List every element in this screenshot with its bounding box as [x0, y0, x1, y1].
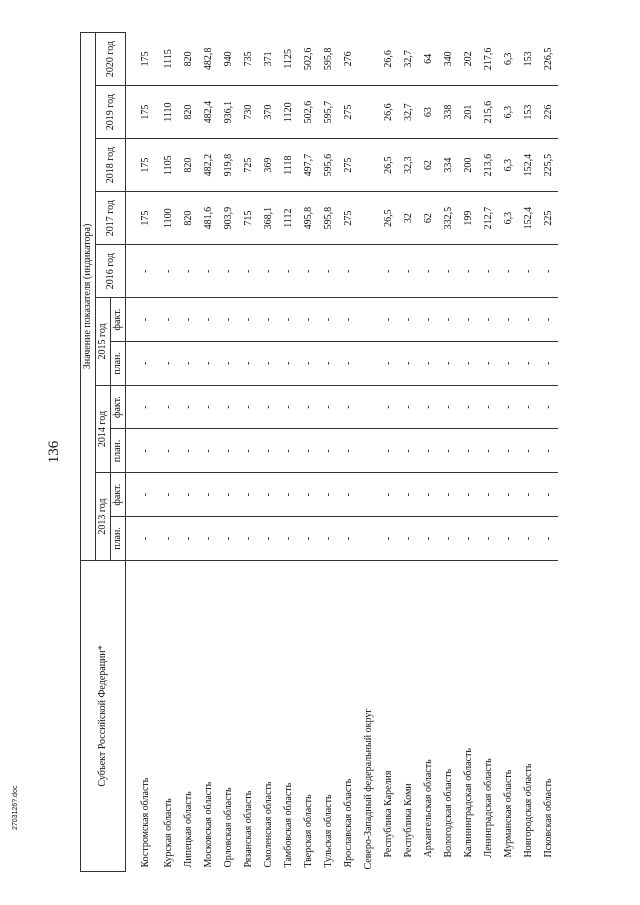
value-cell-y2017: 225 [538, 192, 558, 245]
value-cell-y2017: 199 [458, 192, 478, 245]
value-cell-y2017: 1112 [278, 192, 298, 245]
value-cell-plan15: - [418, 341, 438, 385]
value-cell-plan15: - [478, 341, 498, 385]
value-cell-plan14: - [278, 429, 298, 473]
value-cell-plan15: - [258, 341, 278, 385]
value-cell-y2017: 212,7 [478, 192, 498, 245]
indicator-table [80, 32, 558, 872]
value-cell-y2020: 64 [418, 33, 438, 86]
value-cell-y2019: 370 [258, 86, 278, 139]
value-cell-y2019: 175 [126, 86, 159, 139]
value-cell-fact14: - [218, 385, 238, 429]
value-cell-y2019: 820 [178, 86, 198, 139]
value-cell-y2018: 725 [238, 139, 258, 192]
value-cell-y2017: 175 [126, 192, 159, 245]
value-cell-plan14: - [418, 429, 438, 473]
fact-2014-header: факт. [111, 385, 126, 429]
value-cell-plan14: - [518, 429, 538, 473]
value-cell-y2016: - [278, 245, 298, 298]
footer-filename: 2703126?.doc [12, 785, 19, 830]
subject-header: Субъект Российской Федерации* [81, 560, 126, 871]
value-cell-y2018: 200 [458, 139, 478, 192]
table-row [418, 33, 438, 872]
fact-2013-header: факт. [111, 473, 126, 517]
value-cell-plan15: - [398, 341, 418, 385]
value-cell-y2019: 63 [418, 86, 438, 139]
table-row [498, 33, 518, 872]
page-number: 136 [46, 440, 62, 464]
value-cell-y2017: 481,6 [198, 192, 218, 245]
plan-2014-header: план. [111, 429, 126, 473]
value-cell-fact13: - [218, 473, 238, 517]
value-cell-y2016: - [418, 245, 438, 298]
value-cell-y2019: 936,1 [218, 86, 238, 139]
value-cell-y2018: 1105 [158, 139, 178, 192]
value-cell-plan13: - [498, 517, 518, 561]
value-cell-y2018: 497,7 [298, 139, 318, 192]
year-2019-header: 2019 год [96, 86, 126, 139]
empty-cell [358, 139, 378, 192]
value-cell-fact15: - [198, 298, 218, 342]
value-cell-y2020: 820 [178, 33, 198, 86]
value-cell-plan13: - [318, 517, 338, 561]
value-cell-fact14: - [458, 385, 478, 429]
year-2013-header: 2013 год [96, 473, 111, 561]
value-cell-y2020: 482,8 [198, 33, 218, 86]
value-cell-y2020: 276 [338, 33, 358, 86]
value-cell-y2019: 201 [458, 86, 478, 139]
value-cell-plan13: - [278, 517, 298, 561]
value-cell-plan13: - [238, 517, 258, 561]
value-cell-fact13: - [238, 473, 258, 517]
region-name: Рязанская область [242, 790, 254, 868]
value-cell-y2019: 226 [538, 86, 558, 139]
value-cell-fact13: - [518, 473, 538, 517]
value-cell-plan14: - [218, 429, 238, 473]
value-cell-plan13: - [378, 517, 398, 561]
value-cell-plan15: - [238, 341, 258, 385]
value-cell-fact15: - [126, 298, 159, 342]
value-cell-fact15: - [278, 298, 298, 342]
table-row [438, 33, 458, 872]
value-cell-y2017: 368,1 [258, 192, 278, 245]
value-cell-y2020: 202 [458, 33, 478, 86]
value-cell-plan13: - [418, 517, 438, 561]
table-row [158, 33, 178, 872]
value-cell-fact13: - [298, 473, 318, 517]
empty-cell [358, 473, 378, 517]
value-cell-y2018: 1118 [278, 139, 298, 192]
value-cell-plan13: - [438, 517, 458, 561]
value-cell-y2018: 32,3 [398, 139, 418, 192]
empty-cell [358, 245, 378, 298]
value-cell-fact13: - [458, 473, 478, 517]
section-title: Северо-Западный федеральный округ [362, 708, 374, 870]
value-cell-y2016: - [518, 245, 538, 298]
value-cell-fact15: - [318, 298, 338, 342]
value-cell-y2017: 275 [338, 192, 358, 245]
value-cell-y2018: 26,5 [378, 139, 398, 192]
value-cell-fact15: - [538, 298, 558, 342]
table-row [218, 33, 238, 872]
region-name: Костромская область [139, 777, 151, 868]
value-cell-plan14: - [318, 429, 338, 473]
table-row [126, 33, 159, 872]
value-cell-plan14: - [238, 429, 258, 473]
value-cell-fact14: - [298, 385, 318, 429]
value-cell-plan15: - [458, 341, 478, 385]
region-name: Тульская область [322, 794, 334, 868]
footer [4, 750, 18, 830]
value-cell-y2016: - [498, 245, 518, 298]
value-cell-plan15: - [338, 341, 358, 385]
empty-cell [358, 298, 378, 342]
value-cell-fact13: - [126, 473, 159, 517]
value-cell-y2017: 6,3 [498, 192, 518, 245]
value-cell-y2019: 595,7 [318, 86, 338, 139]
region-name: Мурманская область [502, 769, 514, 858]
region-name: Вологодская область [442, 768, 454, 858]
region-name: Смоленская область [262, 781, 274, 868]
value-cell-plan15: - [158, 341, 178, 385]
value-cell-fact13: - [418, 473, 438, 517]
value-cell-y2016: - [318, 245, 338, 298]
value-cell-fact14: - [178, 385, 198, 429]
value-cell-y2020: 735 [238, 33, 258, 86]
value-cell-plan13: - [458, 517, 478, 561]
value-cell-plan13: - [338, 517, 358, 561]
value-cell-y2017: 820 [178, 192, 198, 245]
table-row [178, 33, 198, 872]
value-cell-plan13: - [518, 517, 538, 561]
region-name: Республика Карелия [382, 770, 394, 858]
value-cell-fact14: - [258, 385, 278, 429]
value-cell-plan15: - [278, 341, 298, 385]
value-cell-y2018: 225,5 [538, 139, 558, 192]
value-cell-y2019: 482,4 [198, 86, 218, 139]
value-cell-y2017: 715 [238, 192, 258, 245]
value-cell-fact13: - [378, 473, 398, 517]
value-cell-fact14: - [338, 385, 358, 429]
value-cell-fact15: - [158, 298, 178, 342]
value-cell-fact15: - [238, 298, 258, 342]
value-cell-plan15: - [198, 341, 218, 385]
value-cell-fact14: - [198, 385, 218, 429]
value-cell-fact13: - [438, 473, 458, 517]
value-cell-fact13: - [338, 473, 358, 517]
value-cell-plan13: - [158, 517, 178, 561]
table-row [198, 33, 218, 872]
table-row [378, 33, 398, 872]
value-cell-plan13: - [398, 517, 418, 561]
value-cell-fact13: - [478, 473, 498, 517]
plan-2013-header: план. [111, 517, 126, 561]
value-cell-y2018: 275 [338, 139, 358, 192]
value-cell-y2018: 152,4 [518, 139, 538, 192]
value-cell-y2020: 32,7 [398, 33, 418, 86]
value-cell-y2016: - [238, 245, 258, 298]
value-cell-y2018: 62 [418, 139, 438, 192]
value-cell-plan15: - [518, 341, 538, 385]
table-row [338, 33, 358, 872]
value-cell-y2017: 62 [418, 192, 438, 245]
region-name: Ленинградская область [482, 758, 494, 858]
value-cell-y2016: - [438, 245, 458, 298]
value-cell-fact15: - [178, 298, 198, 342]
empty-cell [358, 385, 378, 429]
region-name: Псковская область [542, 778, 554, 858]
value-cell-y2016: - [258, 245, 278, 298]
empty-cell [358, 429, 378, 473]
region-name: Липецкая область [182, 791, 194, 868]
value-cell-plan15: - [538, 341, 558, 385]
value-cell-plan15: - [126, 341, 159, 385]
value-cell-y2020: 595,8 [318, 33, 338, 86]
value-cell-y2016: - [338, 245, 358, 298]
region-name: Архангельская область [422, 759, 434, 858]
region-name: Московская область [202, 781, 214, 868]
value-cell-plan14: - [538, 429, 558, 473]
value-cell-plan14: - [158, 429, 178, 473]
value-cell-fact14: - [398, 385, 418, 429]
value-cell-y2016: - [398, 245, 418, 298]
year-2018-header: 2018 год [96, 139, 126, 192]
region-name: Орловская область [222, 787, 234, 868]
table-row [278, 33, 298, 872]
table-row [538, 33, 558, 872]
value-cell-y2017: 595,8 [318, 192, 338, 245]
value-cell-plan15: - [298, 341, 318, 385]
value-cell-fact14: - [158, 385, 178, 429]
value-cell-fact14: - [418, 385, 438, 429]
value-cell-fact15: - [398, 298, 418, 342]
empty-cell [358, 517, 378, 561]
value-cell-plan14: - [338, 429, 358, 473]
value-cell-fact13: - [198, 473, 218, 517]
value-cell-y2017: 26,5 [378, 192, 398, 245]
value-cell-y2020: 153 [518, 33, 538, 86]
value-cell-y2016: - [126, 245, 159, 298]
value-cell-fact13: - [158, 473, 178, 517]
value-cell-y2020: 175 [126, 33, 159, 86]
value-cell-y2020: 1125 [278, 33, 298, 86]
value-cell-y2018: 919,8 [218, 139, 238, 192]
region-name: Калининградская область [462, 748, 474, 858]
region-name: Курская область [162, 798, 174, 868]
value-cell-fact15: - [478, 298, 498, 342]
value-cell-plan15: - [218, 341, 238, 385]
section-row [358, 33, 378, 872]
rotated-document [40, 22, 600, 882]
value-cell-plan13: - [258, 517, 278, 561]
value-cell-y2020: 26,6 [378, 33, 398, 86]
value-cell-fact15: - [418, 298, 438, 342]
value-cell-plan14: - [438, 429, 458, 473]
value-cell-y2016: - [378, 245, 398, 298]
value-cell-plan15: - [378, 341, 398, 385]
value-cell-y2018: 6,3 [498, 139, 518, 192]
value-cell-y2018: 369 [258, 139, 278, 192]
value-cell-y2020: 1115 [158, 33, 178, 86]
value-cell-fact14: - [438, 385, 458, 429]
region-name: Тверская область [302, 794, 314, 868]
value-cell-fact15: - [438, 298, 458, 342]
value-cell-y2020: 502,6 [298, 33, 318, 86]
year-2016-header: 2016 год [96, 245, 126, 298]
table-row [478, 33, 498, 872]
value-cell-fact15: - [258, 298, 278, 342]
value-cell-fact13: - [398, 473, 418, 517]
empty-cell [358, 192, 378, 245]
value-cell-y2019: 338 [438, 86, 458, 139]
value-cell-y2018: 820 [178, 139, 198, 192]
table-body [126, 33, 559, 872]
year-2017-header: 2017 год [96, 192, 126, 245]
value-cell-y2016: - [458, 245, 478, 298]
empty-cell [358, 341, 378, 385]
region-name: Ярославская область [342, 778, 354, 868]
value-cell-plan15: - [318, 341, 338, 385]
value-cell-y2020: 340 [438, 33, 458, 86]
value-cell-fact14: - [278, 385, 298, 429]
value-cell-y2020: 217,6 [478, 33, 498, 86]
value-cell-plan14: - [398, 429, 418, 473]
value-cell-y2017: 32 [398, 192, 418, 245]
value-cell-y2019: 1110 [158, 86, 178, 139]
value-cell-plan13: - [478, 517, 498, 561]
value-cell-y2016: - [158, 245, 178, 298]
table-row [518, 33, 538, 872]
value-cell-plan14: - [178, 429, 198, 473]
year-2014-header: 2014 год [96, 385, 111, 473]
value-cell-fact14: - [126, 385, 159, 429]
value-cell-plan14: - [478, 429, 498, 473]
value-cell-plan14: - [498, 429, 518, 473]
value-cell-plan13: - [298, 517, 318, 561]
value-cell-fact15: - [378, 298, 398, 342]
value-cell-y2019: 730 [238, 86, 258, 139]
value-cell-fact14: - [238, 385, 258, 429]
table-row [258, 33, 278, 872]
value-cell-plan14: - [198, 429, 218, 473]
value-cell-plan15: - [438, 341, 458, 385]
value-cell-fact13: - [318, 473, 338, 517]
empty-cell [358, 86, 378, 139]
value-cell-fact13: - [538, 473, 558, 517]
value-cell-y2016: - [298, 245, 318, 298]
value-cell-y2017: 152,4 [518, 192, 538, 245]
table-row [458, 33, 478, 872]
value-cell-y2020: 226,5 [538, 33, 558, 86]
value-cell-y2018: 175 [126, 139, 159, 192]
value-cell-fact13: - [498, 473, 518, 517]
value-cell-y2019: 215,6 [478, 86, 498, 139]
region-name: Новгородская область [522, 763, 534, 858]
value-cell-y2019: 1120 [278, 86, 298, 139]
value-cell-y2016: - [178, 245, 198, 298]
table-row [298, 33, 318, 872]
region-name: Республика Коми [402, 783, 414, 858]
value-cell-y2019: 6,3 [498, 86, 518, 139]
value-cell-plan14: - [298, 429, 318, 473]
value-cell-y2016: - [538, 245, 558, 298]
value-cell-y2017: 332,5 [438, 192, 458, 245]
plan-2015-header: план. [111, 341, 126, 385]
value-cell-fact15: - [518, 298, 538, 342]
value-cell-y2016: - [218, 245, 238, 298]
table-header [81, 33, 126, 872]
value-cell-y2017: 903,9 [218, 192, 238, 245]
value-cell-fact14: - [318, 385, 338, 429]
value-cell-y2018: 595,6 [318, 139, 338, 192]
value-cell-y2019: 502,6 [298, 86, 318, 139]
value-cell-y2016: - [478, 245, 498, 298]
value-cell-plan13: - [538, 517, 558, 561]
value-cell-fact13: - [258, 473, 278, 517]
value-cell-y2019: 275 [338, 86, 358, 139]
value-cell-fact14: - [478, 385, 498, 429]
value-cell-y2018: 334 [438, 139, 458, 192]
value-cell-y2017: 495,8 [298, 192, 318, 245]
indicator-value-header: Значение показателя (индикатора) [81, 33, 96, 561]
value-cell-fact15: - [298, 298, 318, 342]
value-cell-y2018: 482,2 [198, 139, 218, 192]
value-cell-y2019: 153 [518, 86, 538, 139]
value-cell-plan13: - [126, 517, 159, 561]
fact-2015-header: факт. [111, 298, 126, 342]
value-cell-plan13: - [198, 517, 218, 561]
table-row [398, 33, 418, 872]
value-cell-y2016: - [198, 245, 218, 298]
value-cell-y2019: 26,6 [378, 86, 398, 139]
value-cell-plan14: - [458, 429, 478, 473]
value-cell-plan15: - [498, 341, 518, 385]
region-name: Тамбовская область [282, 782, 294, 868]
value-cell-y2019: 32,7 [398, 86, 418, 139]
value-cell-fact14: - [498, 385, 518, 429]
year-2015-header: 2015 год [96, 298, 111, 386]
value-cell-fact13: - [278, 473, 298, 517]
value-cell-y2020: 371 [258, 33, 278, 86]
value-cell-plan14: - [378, 429, 398, 473]
value-cell-plan13: - [178, 517, 198, 561]
table-row [238, 33, 258, 872]
value-cell-fact15: - [338, 298, 358, 342]
value-cell-y2020: 6,3 [498, 33, 518, 86]
value-cell-plan14: - [126, 429, 159, 473]
value-cell-fact15: - [498, 298, 518, 342]
empty-cell [358, 33, 378, 86]
value-cell-fact15: - [218, 298, 238, 342]
value-cell-plan13: - [218, 517, 238, 561]
value-cell-plan14: - [258, 429, 278, 473]
value-cell-fact13: - [178, 473, 198, 517]
value-cell-fact14: - [538, 385, 558, 429]
year-2020-header: 2020 год [96, 33, 126, 86]
value-cell-fact15: - [458, 298, 478, 342]
value-cell-y2017: 1100 [158, 192, 178, 245]
value-cell-plan15: - [178, 341, 198, 385]
value-cell-fact14: - [518, 385, 538, 429]
value-cell-fact14: - [378, 385, 398, 429]
table-row [318, 33, 338, 872]
value-cell-y2020: 940 [218, 33, 238, 86]
value-cell-y2018: 213,6 [478, 139, 498, 192]
